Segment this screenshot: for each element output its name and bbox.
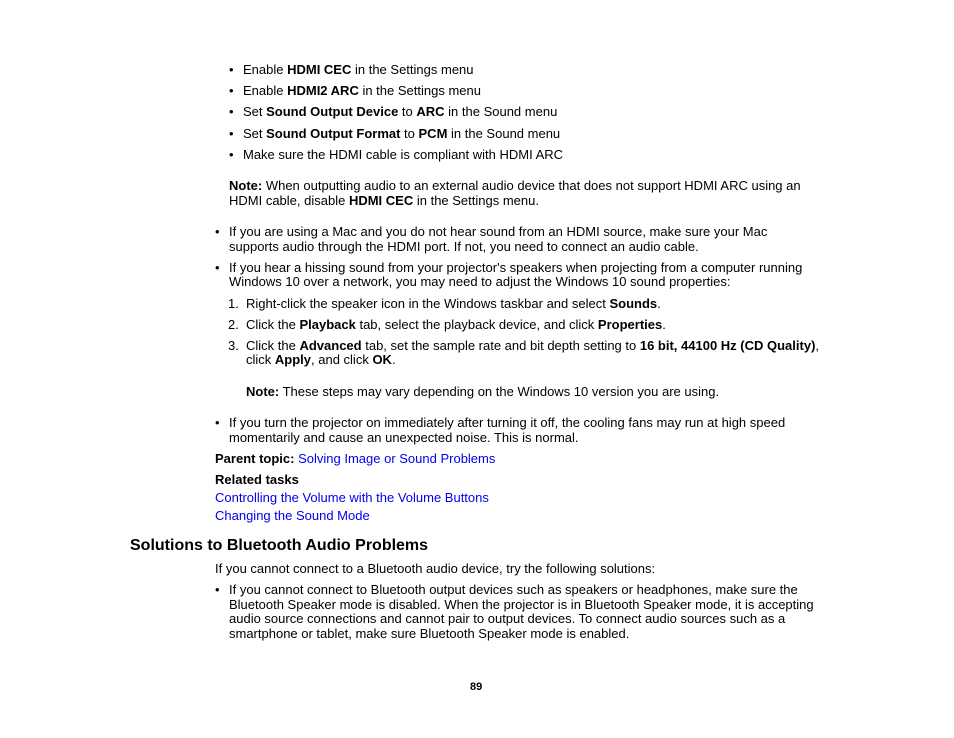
list-item: If you are using a Mac and you do not hear sound from an HDMI source, make sure your Mac (229, 224, 768, 239)
list-item-line: momentarily and cause an unexpected noise. This is normal. (229, 430, 579, 445)
list-item: Enable HDMI CEC in the Settings menu (243, 62, 474, 77)
step-item: Click the Playback tab, select the playback device, and click Properties. (246, 317, 666, 332)
step-number: 1. (228, 296, 239, 311)
page-number: 89 (470, 681, 483, 693)
bullet-marker: • (229, 126, 234, 141)
related-link-volume-buttons[interactable]: Controlling the Volume with the Volume Buttons (215, 490, 489, 505)
bullet-marker: • (215, 260, 220, 275)
bullet-marker: • (215, 582, 220, 597)
bullet-marker: • (229, 62, 234, 77)
list-item: Set Sound Output Device to ARC in the Sound menu (243, 104, 558, 119)
list-item: If you turn the projector on immediately after turning it off, the cooling fans may run at high speed (229, 415, 786, 430)
step-number: 3. (228, 338, 239, 353)
list-item-line: Windows 10 over a network, you may need to adjust the Windows 10 sound properties: (229, 274, 731, 289)
related-link-row (215, 490, 489, 505)
list-item: If you hear a hissing sound from your projector's speakers when projecting from a computer running (229, 260, 803, 275)
bullet-marker: • (229, 83, 234, 98)
section-intro: If you cannot connect to a Bluetooth audio device, try the following solutions: (215, 561, 656, 576)
step-item: Right-click the speaker icon in the Windows taskbar and select Sounds. (246, 296, 661, 311)
step-number: 2. (228, 317, 239, 332)
list-item-line: supports audio through the HDMI port. If not, you need to connect an audio cable. (229, 239, 699, 254)
bullet-marker: • (215, 415, 220, 430)
step-item-line: click Apply, and click OK. (246, 352, 396, 367)
list-item: Make sure the HDMI cable is compliant with HDMI ARC (243, 147, 564, 162)
step-item: Click the Advanced tab, set the sample rate and bit depth setting to 16 bit, 44100 Hz (CD Quality), (246, 338, 820, 353)
list-item-line: smartphone or tablet, make sure Bluetooth Speaker mode is enabled. (229, 626, 630, 641)
bullet-marker: • (215, 224, 220, 239)
list-item: Set Sound Output Format to PCM in the Sound menu (243, 126, 561, 141)
parent-topic: Parent topic: Solving Image or Sound Problems (215, 451, 496, 466)
related-link-row (215, 508, 370, 523)
list-item: If you cannot connect to Bluetooth output devices such as speakers or headphones, make sure the (229, 582, 798, 597)
list-item-line: Bluetooth Speaker mode is disabled. When the projector is in Bluetooth Speaker mode, it is accepting (229, 597, 814, 612)
list-item-line: audio source connections and cannot pair to output devices. To connect audio sources such as a (229, 611, 786, 626)
note: Note: These steps may vary depending on the Windows 10 version you are using. (246, 384, 720, 399)
note-line: HDMI cable, disable HDMI CEC in the Settings menu. (229, 193, 539, 208)
bullet-marker: • (229, 104, 234, 119)
related-link-sound-mode[interactable]: Changing the Sound Mode (215, 508, 370, 523)
related-tasks-label: Related tasks (215, 472, 299, 487)
list-item: Enable HDMI2 ARC in the Settings menu (243, 83, 481, 98)
parent-topic-link[interactable]: Solving Image or Sound Problems (298, 451, 496, 466)
note: Note: When outputting audio to an external audio device that does not support HDMI ARC using an (229, 178, 801, 193)
bullet-marker: • (229, 147, 234, 162)
section-heading: Solutions to Bluetooth Audio Problems (130, 537, 429, 554)
